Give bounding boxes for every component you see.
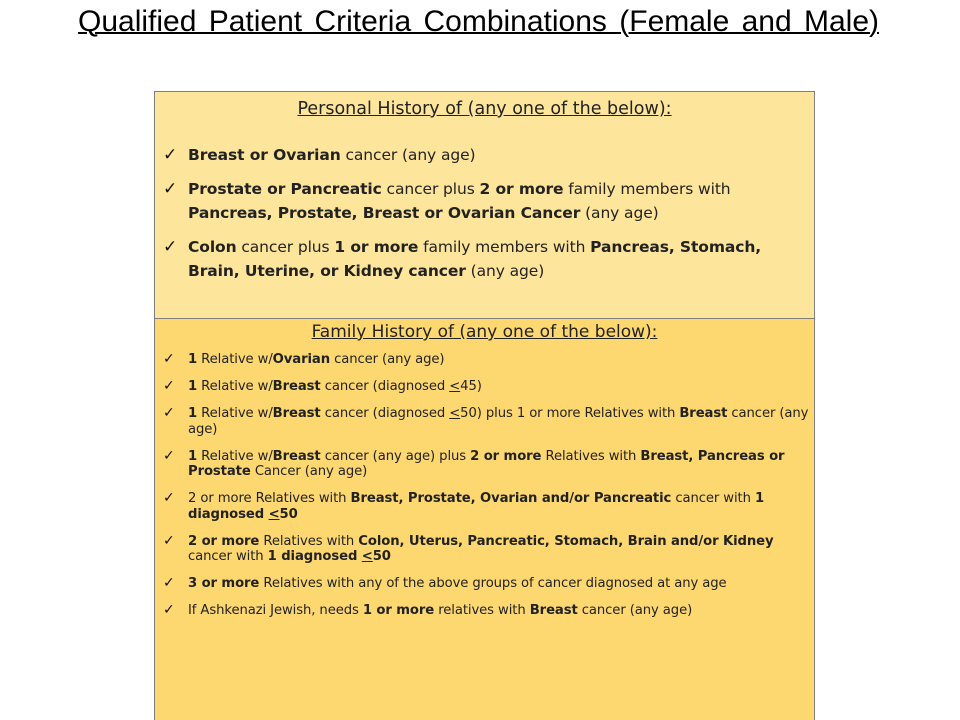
checkmark-icon: ✓: [163, 532, 175, 549]
item-text: cancer (diagnosed: [320, 379, 450, 394]
item-text: Relative w/: [197, 448, 273, 464]
family-history-item: [155, 576, 814, 592]
item-text: Breast: [272, 448, 321, 464]
item-text: Relative w/: [197, 379, 273, 394]
item-text: 45): [460, 379, 482, 394]
family-history-item: [155, 352, 814, 368]
checkmark-icon: ✓: [163, 378, 175, 394]
family-history-item: [155, 491, 814, 522]
item-text: Colon, Uterus, Pancreatic, Stomach, Brain and/or Kidney: [358, 533, 774, 549]
item-text: 2 or more: [479, 180, 564, 198]
checkmark-icon: ✓: [163, 405, 175, 421]
family-history-item: [155, 603, 814, 619]
item-text: (any age): [465, 262, 545, 280]
personal-history-item: [155, 143, 814, 167]
family-history-heading: Family History of (any one of the below):: [311, 322, 658, 342]
item-text: cancer plus: [381, 180, 480, 198]
item-text: Relatives with: [541, 448, 641, 464]
item-text: Breast: [272, 406, 321, 421]
item-text: Prostate or Pancreatic: [188, 180, 382, 198]
item-text: Relative w/: [197, 406, 273, 421]
personal-history-list: [155, 143, 814, 283]
personal-history-item: [155, 177, 814, 225]
item-text: Cancer (any age): [250, 464, 368, 479]
item-text: 50) plus 1 or more Relatives with: [460, 406, 680, 421]
family-history-item: [155, 534, 814, 565]
family-history-item: [155, 406, 814, 437]
family-history-item: [155, 379, 814, 395]
checkmark-icon: ✓: [163, 237, 178, 257]
item-text: Relatives with any of the above groups of cancer diagnosed at any age: [259, 576, 727, 591]
item-text: cancer (any age) plus: [320, 448, 471, 464]
item-text: 1 or more: [334, 238, 419, 256]
item-text: Breast: [679, 406, 728, 421]
item-text: 1 diagnosed: [267, 549, 362, 564]
item-text: 1: [188, 352, 198, 367]
item-text: cancer (diagnosed: [320, 406, 450, 421]
item-text: (any age): [580, 204, 659, 222]
item-text: Relative w/: [197, 352, 273, 367]
item-text: <: [449, 406, 461, 421]
item-text: family members with: [418, 238, 591, 256]
item-text: Colon: [188, 238, 237, 256]
item-text: cancer (any age): [340, 146, 476, 164]
item-text: Pancreas, Stomach, Brain, Uterine, or Kidney cancer: [188, 238, 762, 280]
item-text: 2 or more Relatives with: [188, 491, 351, 506]
item-text: cancer plus: [236, 238, 335, 256]
item-text: Relatives with: [259, 533, 359, 549]
item-text: 1 or more: [362, 603, 435, 618]
item-text: relatives with: [434, 603, 530, 618]
checkmark-icon: ✓: [163, 490, 175, 506]
checkmark-icon: ✓: [163, 179, 178, 199]
checkmark-icon: ✓: [163, 351, 175, 367]
item-text: <: [449, 379, 461, 394]
item-text: 1 diagnosed: [188, 491, 765, 522]
item-text: cancer (any age): [188, 406, 809, 437]
personal-history-box: [154, 91, 815, 319]
item-text: 1: [188, 379, 198, 394]
item-text: Breast, Prostate, Ovarian and/or Pancreatic: [350, 491, 672, 506]
item-text: Breast or Ovarian: [188, 146, 341, 164]
page-title: Qualified Patient Criteria Combinations (Female and Male): [78, 5, 880, 38]
family-history-list: [155, 352, 814, 619]
checkmark-icon: ✓: [163, 575, 175, 591]
checkmark-icon: ✓: [163, 145, 178, 165]
item-text: cancer (any age): [330, 352, 445, 367]
item-text: cancer (any age): [577, 603, 693, 618]
item-text: <: [268, 506, 280, 522]
item-text: Breast, Pancreas or Prostate: [188, 448, 785, 479]
personal-history-heading: Personal History of (any one of the below):: [297, 99, 672, 119]
family-history-item: [155, 449, 814, 480]
checkmark-icon: ✓: [163, 602, 175, 618]
personal-history-item: [155, 235, 814, 283]
item-text: 1: [188, 448, 198, 464]
item-text: If Ashkenazi Jewish, needs: [188, 603, 363, 618]
item-text: cancer with: [671, 491, 755, 506]
item-text: 50: [279, 506, 298, 522]
item-text: Pancreas, Prostate, Breast or Ovarian Cancer: [188, 204, 581, 222]
item-text: 50: [372, 549, 391, 564]
item-text: cancer with: [188, 549, 268, 564]
item-text: 2 or more: [188, 533, 260, 549]
item-text: Breast: [272, 379, 321, 394]
item-text: 1: [188, 406, 198, 421]
item-text: <: [361, 549, 373, 564]
item-text: Breast: [529, 603, 578, 618]
item-text: 3 or more: [188, 576, 260, 591]
checkmark-icon: ✓: [163, 447, 175, 464]
family-history-box: [154, 318, 815, 720]
item-text: family members with: [563, 180, 731, 198]
item-text: Ovarian: [272, 352, 330, 367]
item-text: 2 or more: [470, 448, 542, 464]
